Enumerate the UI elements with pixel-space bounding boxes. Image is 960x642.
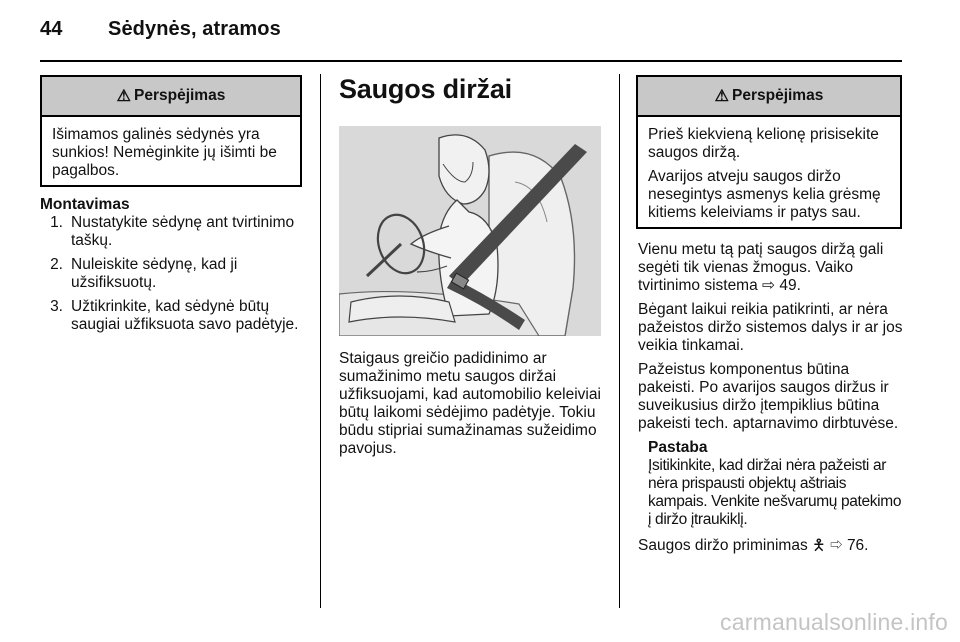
seatbelt-intro-paragraph: Staigaus greičio padidinimo ar sumažinimo metu saugos diržai užfiksuojami, kad automobilio keleiviai būtų laikomi sėdėjimo padėtyje. Tokiu būdu stipriai sumažinamas sužeidimo pavojus. [339,350,601,457]
warning-triangle-icon: ⚠ [714,88,729,105]
warning-box-rear-seats [40,75,302,187]
info-paragraph-one-person: Vienu metu tą patį saugos diržą gali segėti tik vienas žmogus. Vaiko tvirtinimo sistema ⇨ 49. [638,241,884,294]
seatbelt-info-text [638,241,906,555]
info-paragraph-replacement: Pažeistus komponentus būtina pakeisti. Po avarijos saugos diržus ir suveikusius diržo įtempiklius būtina pakeisti tech. aptarnavimo dirbtuvėse. [638,361,899,432]
warning-body [638,117,900,230]
warning-text: Išimamos galinės sėdynės yra sunkios! Nemėginkite jų išimti be pagalbos. [52,126,277,179]
watermark: carmanualsonline.info [720,609,948,635]
seatbelt-illustration [339,126,601,336]
section-title: Saugos diržai [339,74,512,104]
seatbelt-reminder-line: Saugos diržo priminimas 🯅 ⇨ 76. [638,537,869,554]
montage-section [40,196,310,334]
reference-arrow-icon: ⇨ [829,537,843,554]
montage-step: 1. Nustatykite sėdynę ant tvirtinimo taškų. [50,214,295,249]
page-title: Sėdynės, atramos [108,18,281,40]
warning-header [42,77,300,117]
warning-header [638,77,900,117]
seatbelt-icon: 🯅 [812,537,826,554]
page-header [40,18,281,41]
seatbelt-illustration-drawing [339,126,601,336]
child-restraint-page-link[interactable]: 49. [779,277,801,294]
note-box [648,439,906,529]
column-divider-right [619,74,620,608]
note-text: Įsitikinkite, kad diržai nėra pažeisti ar nėra prispausti objektų aštriais kampais. Venkite nešvarumų patekimo į diržo įtraukiklį. [648,457,902,528]
reference-arrow-icon: ⇨ [762,277,776,294]
warning-triangle-icon: ⚠ [116,88,131,105]
montage-steps [42,214,310,334]
column-divider-left [320,74,321,608]
warning-body [42,117,300,188]
montage-step: 2. Nuleiskite sėdynę, kad ji užsifiksuotų. [50,256,238,291]
header-rule [40,60,902,62]
warning-title: Perspėjimas [732,87,824,104]
warning-title: Perspėjimas [134,87,226,104]
montage-step: 3. Užtikrinkite, kad sėdynė būtų saugiai užfiksuota savo padėtyje. [50,298,299,333]
seatbelt-reminder-page-link[interactable]: 76. [846,537,869,554]
warning-paragraph: Prieš kiekvieną kelionę prisisekite saugos diržą. [648,126,879,161]
note-heading: Pastaba [648,439,708,456]
montage-heading: Montavimas [40,196,130,213]
warning-box-seatbelt [636,75,902,229]
warning-paragraph: Avarijos atveju saugos diržo nesegintys asmenys kelia grėsmę kitiems keleiviams ir patys sau. [648,168,881,221]
info-paragraph-inspection: Bėgant laikui reikia patikrinti, ar nėra pažeistos diržo sistemos dalys ir ar jos veikia tinkamai. [638,301,903,354]
page-number: 44 [40,18,63,40]
